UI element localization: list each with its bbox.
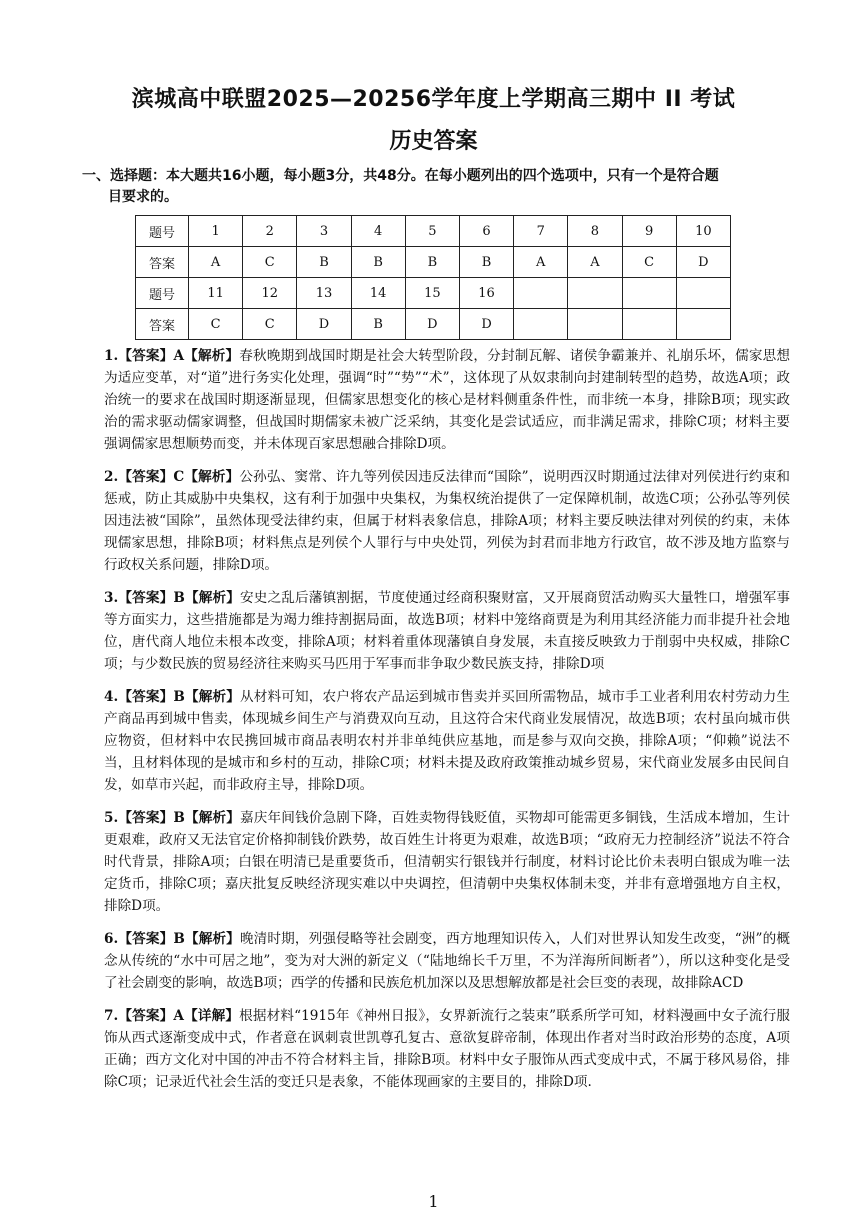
answer-cell: B bbox=[459, 247, 513, 278]
explanation-label: 3.【答案】B【解析】 bbox=[104, 590, 241, 606]
answer-cell: C bbox=[243, 247, 297, 278]
question-number bbox=[676, 278, 730, 309]
answer-cell: A bbox=[568, 247, 622, 278]
explanation-text: 公孙弘、窦常、许九等列侯因违反法律而“国除”，说明西汉时期通过法律对列侯进行约束和惩戒，防止其威胁中央集权，这有利于加强中央集权，为集权统治提供了一定保障机制，故选C项；公孙弘等列侯因违法被“国除”，虽然体现受法律约束，但属于材料表象信息，排除A项；材料主要反映法律对列侯的约束，未体现儒家思想，排除B项；材料焦点是列侯个人罪行与中央处罚，列侯为封君而非地方行政官，故不涉及地方监察与行政权关系问题，排除D项。 bbox=[104, 469, 790, 573]
row-label-answer: 答案 bbox=[136, 247, 189, 278]
question-number: 12 bbox=[243, 278, 297, 309]
explanation-item bbox=[104, 928, 790, 994]
answer-cell bbox=[676, 309, 730, 340]
question-number: 5 bbox=[405, 216, 459, 247]
table-row-questions-2 bbox=[136, 278, 731, 309]
question-number: 14 bbox=[351, 278, 405, 309]
answer-cell: B bbox=[351, 309, 405, 340]
question-number: 1 bbox=[189, 216, 243, 247]
explanation-label: 4.【答案】B【解析】 bbox=[104, 689, 241, 705]
question-number: 2 bbox=[243, 216, 297, 247]
explanation-item bbox=[104, 807, 790, 917]
explanation-item bbox=[104, 686, 790, 796]
answer-cell: C bbox=[243, 309, 297, 340]
section-heading bbox=[82, 166, 782, 208]
question-number: 10 bbox=[676, 216, 730, 247]
question-number: 13 bbox=[297, 278, 351, 309]
answer-subtitle: 历史答案 bbox=[389, 129, 478, 154]
page-number: 1 bbox=[428, 1192, 439, 1211]
explanation-item bbox=[104, 1005, 790, 1093]
explanation-text: 安史之乱后藩镇割据，节度使通过经商积聚财富，又开展商贸活动购买大量牲口，增强军事等方面实力，这些措施都是为竭力维持割据局面，故选B项；材料中笼络商贾是为利用其经济能力而非提升社会地位，唐代商人地位未根本改变，排除A项；材料着重体现藩镇自身发展，未直接反映致力于削弱中央权威，排除C项；与少数民族的贸易经济往来购买马匹用于军事而非争取少数民族支持，排除D项 bbox=[104, 590, 790, 672]
answer-cell: D bbox=[297, 309, 351, 340]
question-number: 9 bbox=[622, 216, 676, 247]
section-heading-line1: 一、选择题：本大题共16小题，每小题3分，共48分。在每小题列出的四个选项中，只有一个是符合题 bbox=[82, 168, 719, 184]
explanation-label: 5.【答案】B【解析】 bbox=[104, 810, 241, 826]
answer-cell bbox=[514, 309, 568, 340]
explanation-text: 春秋晚期到战国时期是社会大转型阶段，分封制瓦解、诸侯争霸兼并、礼崩乐坏，儒家思想为适应变革，对“道”进行务实化处理，强调“时”“势”“术”，这体现了从奴隶制向封建制转型的趋势，故选A项；政治统一的要求在战国时期逐渐显现，但儒家思想变化的核心是材料侧重条件性，而非统一本身，排除B项；现实政治的需求驱动儒家调整，但战国时期儒家未被广泛采纳，其变化是尝试适应，而非满足需求，排除C项；材料主要强调儒家思想顺势而变，并未体现百家思想融合排除D项。 bbox=[104, 348, 790, 452]
question-number bbox=[568, 278, 622, 309]
explanation-text: 根据材料“1915年《神州日报》，女界新流行之装束”联系所学可知，材料漫画中女子流行服饰从西式逐渐变成中式，作者意在讽刺袁世凯尊孔复古、意欲复辟帝制，体现出作者对当时政治形势的态度，A项正确；西方文化对中国的冲击不符合材料主旨，排除B项。材料中女子服饰从西式变成中式，不属于移风易俗，排除C项；记录近代社会生活的变迁只是表象，不能体现画家的主要目的，排除D项. bbox=[104, 1008, 790, 1090]
question-number: 11 bbox=[189, 278, 243, 309]
answer-cell: B bbox=[297, 247, 351, 278]
answer-cell: A bbox=[514, 247, 568, 278]
explanations bbox=[104, 345, 790, 1104]
question-number: 7 bbox=[514, 216, 568, 247]
question-number: 15 bbox=[405, 278, 459, 309]
answer-cell: C bbox=[189, 309, 243, 340]
answer-cell bbox=[568, 309, 622, 340]
exam-title: 滨城高中联盟2025—20256学年度上学期高三期中 II 考试 bbox=[131, 87, 736, 112]
explanation-item bbox=[104, 345, 790, 455]
question-number: 3 bbox=[297, 216, 351, 247]
answer-cell: C bbox=[622, 247, 676, 278]
explanation-item bbox=[104, 587, 790, 675]
answer-cell: A bbox=[189, 247, 243, 278]
answer-cell bbox=[622, 309, 676, 340]
answer-cell: D bbox=[676, 247, 730, 278]
question-number: 4 bbox=[351, 216, 405, 247]
table-row-answers-2 bbox=[136, 309, 731, 340]
explanation-label: 1.【答案】A【解析】 bbox=[104, 348, 240, 364]
row-label-question: 题号 bbox=[136, 278, 189, 309]
explanation-label: 2.【答案】C【解析】 bbox=[104, 469, 240, 485]
question-number: 6 bbox=[459, 216, 513, 247]
answer-cell: B bbox=[351, 247, 405, 278]
row-label-question: 题号 bbox=[136, 216, 189, 247]
answer-cell: D bbox=[459, 309, 513, 340]
row-label-answer: 答案 bbox=[136, 309, 189, 340]
answer-cell: D bbox=[405, 309, 459, 340]
explanation-text: 晚清时期，列强侵略等社会剧变，西方地理知识传入，人们对世界认知发生改变，“洲”的概念从传统的“水中可居之地”，变为对大洲的新定义（“陆地绵长千万里，不为洋海所间断者”），所以这种变化是受了社会剧变的影响，故选B项；西学的传播和民族危机加深以及思想解放都是社会巨变的表现，故排除ACD bbox=[104, 931, 790, 991]
question-number: 8 bbox=[568, 216, 622, 247]
question-number bbox=[622, 278, 676, 309]
explanation-text: 嘉庆年间钱价急剧下降，百姓卖物得钱贬值，买物却可能需更多铜钱，生活成本增加，生计更艰难，政府又无法官定价格抑制钱价跌势，故百姓生计将更为艰难，故选B项；“政府无力控制经济”说法不符合时代背景，排除A项；白银在明清已是重要货币，但清朝实行银钱并行制度，材料讨论比价未表明白银成为唯一法定货币，排除C项；嘉庆批复反映经济现实难以中央调控，但清朝中央集权体制未变，并非有意增强地方自主权，排除D项。 bbox=[104, 810, 790, 914]
explanation-label: 6.【答案】B【解析】 bbox=[104, 931, 240, 947]
table-row-answers-1 bbox=[136, 247, 731, 278]
table-row-questions-1 bbox=[136, 216, 731, 247]
explanation-label: 7.【答案】A【详解】 bbox=[104, 1008, 240, 1024]
answer-cell: B bbox=[405, 247, 459, 278]
question-number bbox=[514, 278, 568, 309]
explanation-text: 从材料可知，农户将农产品运到城市售卖并买回所需物品，城市手工业者利用农村劳动力生产商品再到城中售卖，体现城乡间生产与消费双向互动，且这符合宋代商业发展情况，故选B项；农村虽向城市供应物资，但材料中农民携回城市商品表明农村并非单纯供应基地，而是参与双向交换，排除A项；“仰赖”说法不当，且材料体现的是城市和乡村的互动，排除C项；材料未提及政府政策推动城乡贸易，宋代商业发展多由民间自发，如草市兴起，而非政府主导，排除D项。 bbox=[104, 689, 790, 793]
question-number: 16 bbox=[459, 278, 513, 309]
explanation-item bbox=[104, 466, 790, 576]
section-heading-line2: 目要求的。 bbox=[108, 189, 178, 205]
answer-table bbox=[135, 215, 731, 340]
